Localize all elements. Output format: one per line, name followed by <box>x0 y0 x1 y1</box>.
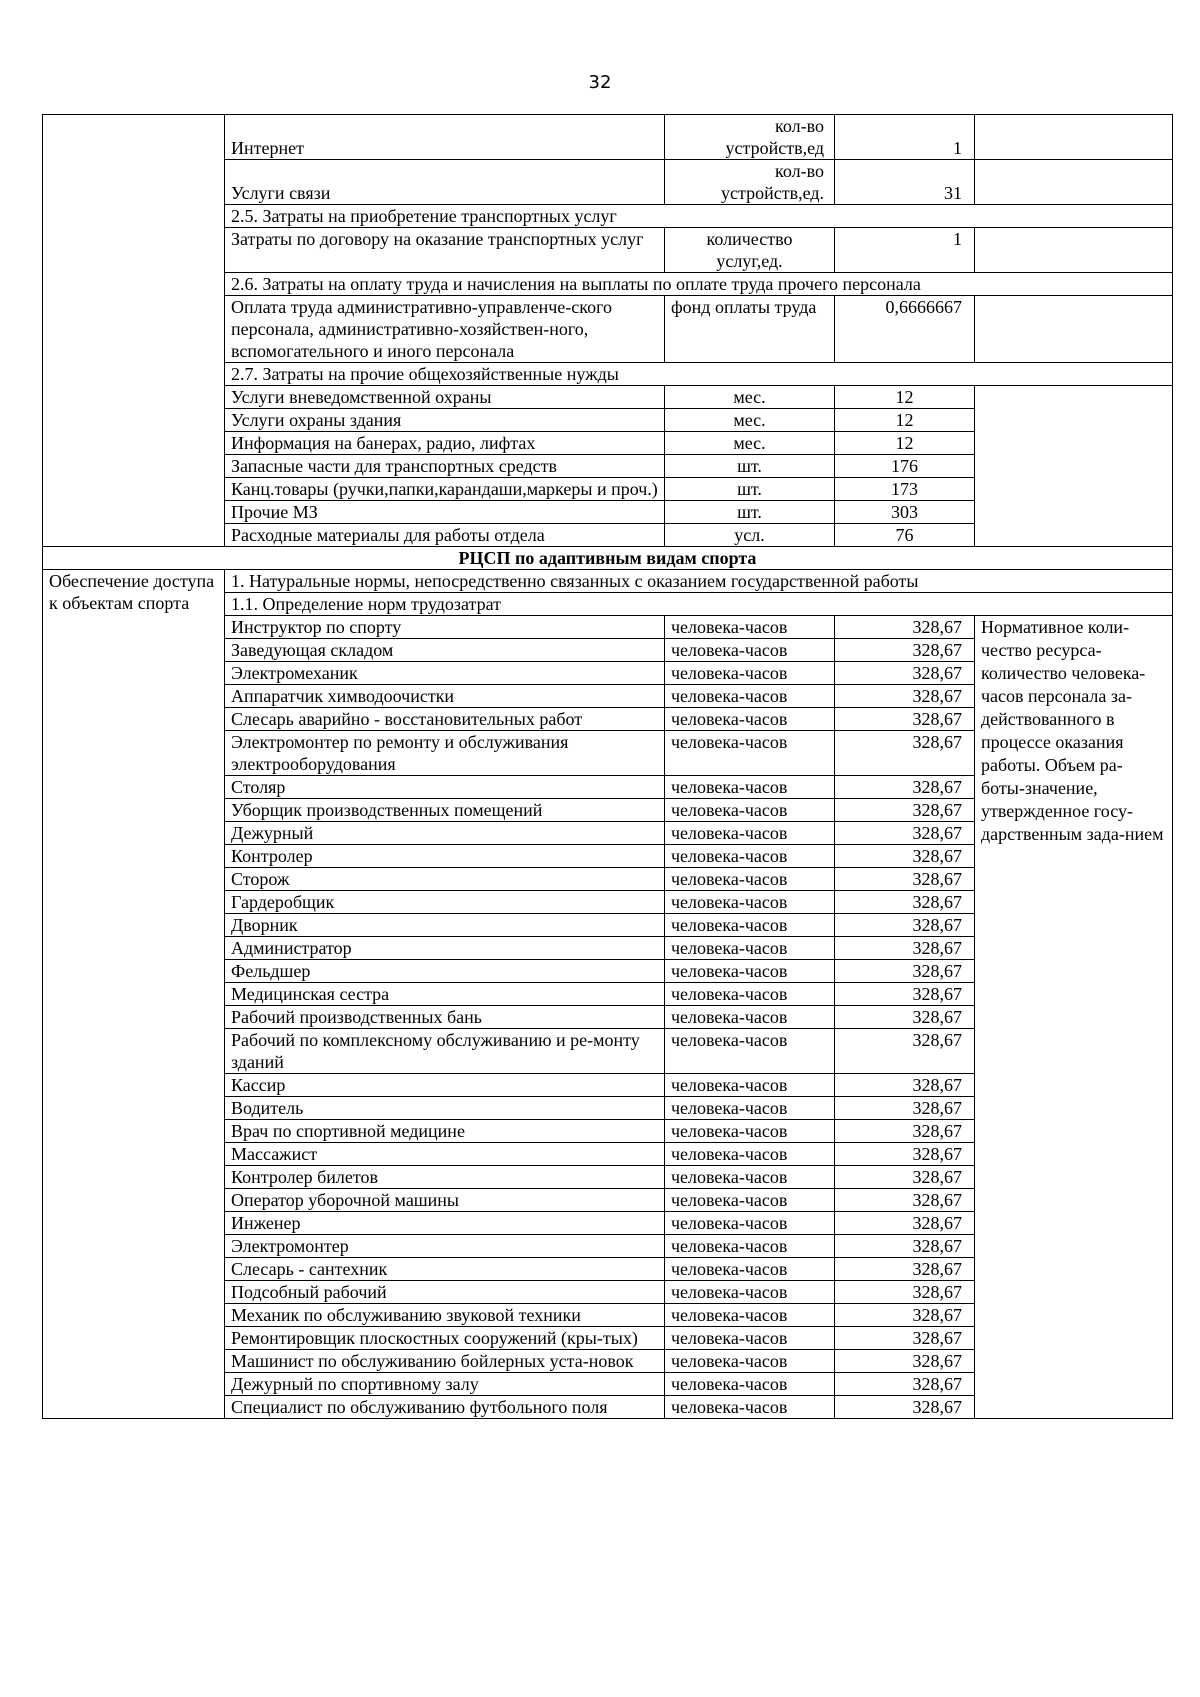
item-value: 328,67 <box>835 868 975 891</box>
item-unit: человека-часов <box>665 1074 835 1097</box>
item-unit: усл. <box>665 524 835 547</box>
page-number: 32 <box>588 72 612 93</box>
item-name: Массажист <box>225 1143 665 1166</box>
item-value: 328,67 <box>835 914 975 937</box>
item-unit: человека-часов <box>665 937 835 960</box>
item-name: Дворник <box>225 914 665 937</box>
empty-left-cell <box>43 115 225 547</box>
item-name: Слесарь аварийно - восстановительных работ <box>225 708 665 731</box>
item-unit: человека-часов <box>665 960 835 983</box>
empty-note-cell <box>975 115 1173 160</box>
section-title: 2.6. Затраты на оплату труда и начисления на выплаты по оплате труда прочего персонала <box>225 273 1173 296</box>
item-value: 303 <box>835 501 975 524</box>
item-name: Оператор уборочной машины <box>225 1189 665 1212</box>
item-unit: количество услуг,ед. <box>665 228 835 273</box>
item-value: 328,67 <box>835 708 975 731</box>
item-unit: человека-часов <box>665 845 835 868</box>
item-value: 328,67 <box>835 1327 975 1350</box>
item-value: 328,67 <box>835 1235 975 1258</box>
item-name: Контролер билетов <box>225 1166 665 1189</box>
item-value: 328,67 <box>835 799 975 822</box>
item-value: 328,67 <box>835 845 975 868</box>
section-title: 2.5. Затраты на приобретение транспортных услуг <box>225 205 1173 228</box>
item-unit: человека-часов <box>665 1396 835 1419</box>
item-unit: мес. <box>665 432 835 455</box>
item-name: Ремонтировщик плоскостных сооружений (кры-тых) <box>225 1327 665 1350</box>
item-name: Кассир <box>225 1074 665 1097</box>
item-unit: шт. <box>665 478 835 501</box>
item-value: 328,67 <box>835 1350 975 1373</box>
section-title: 1. Натуральные нормы, непосредственно связанных с оказанием государственной работы <box>225 570 1173 593</box>
item-value: 1 <box>835 228 975 273</box>
item-name: Дежурный по спортивному залу <box>225 1373 665 1396</box>
item-unit: человека-часов <box>665 1189 835 1212</box>
item-name: Врач по спортивной медицине <box>225 1120 665 1143</box>
item-value: 328,67 <box>835 822 975 845</box>
rcsp-header: РЦСП по адаптивным видам спорта <box>43 547 1173 570</box>
item-value: 0,6666667 <box>835 296 975 363</box>
service-name: Обеспечение доступа к объектам спорта <box>43 570 225 1419</box>
item-unit: человека-часов <box>665 799 835 822</box>
item-value: 328,67 <box>835 1097 975 1120</box>
item-name: Информация на банерах, радио, лифтах <box>225 432 665 455</box>
item-name: Запасные части для транспортных средств <box>225 455 665 478</box>
item-name: Машинист по обслуживанию бойлерных уста-новок <box>225 1350 665 1373</box>
item-name: Слесарь - сантехник <box>225 1258 665 1281</box>
section-title: 1.1. Определение норм трудозатрат <box>225 593 1173 616</box>
item-unit: мес. <box>665 386 835 409</box>
item-unit: человека-часов <box>665 1235 835 1258</box>
item-value: 328,67 <box>835 1120 975 1143</box>
item-value: 328,67 <box>835 1212 975 1235</box>
item-unit: человека-часов <box>665 822 835 845</box>
item-name: Услуги связи <box>225 160 665 205</box>
item-name: Гардеробщик <box>225 891 665 914</box>
item-name: Специалист по обслуживанию футбольного поля <box>225 1396 665 1419</box>
item-name: Сторож <box>225 868 665 891</box>
item-value: 328,67 <box>835 1143 975 1166</box>
item-unit: человека-часов <box>665 662 835 685</box>
item-value: 328,67 <box>835 1304 975 1327</box>
item-name: Интернет <box>225 115 665 160</box>
item-value: 328,67 <box>835 1281 975 1304</box>
item-unit: человека-часов <box>665 983 835 1006</box>
item-name: Рабочий производственных бань <box>225 1006 665 1029</box>
item-value: 12 <box>835 386 975 409</box>
item-unit: человека-часов <box>665 616 835 639</box>
note-cell: Нормативное коли-чество ресурса-количество человека-часов персонала за-действованного в процессе оказания работы. Объем ра-боты-значение, утвержденное госу-дарственным зада-нием <box>975 616 1173 1419</box>
item-unit: человека-часов <box>665 1212 835 1235</box>
norms-table-body <box>43 115 1173 1419</box>
item-value: 12 <box>835 432 975 455</box>
item-unit: человека-часов <box>665 1281 835 1304</box>
item-unit: человека-часов <box>665 891 835 914</box>
item-value: 76 <box>835 524 975 547</box>
item-unit: мес. <box>665 409 835 432</box>
item-name: Уборщик производственных помещений <box>225 799 665 822</box>
item-unit: кол-во устройств,ед <box>665 115 835 160</box>
item-value: 31 <box>835 160 975 205</box>
item-unit: человека-часов <box>665 639 835 662</box>
item-name: Электромеханик <box>225 662 665 685</box>
item-name: Электромонтер по ремонту и обслуживания электрооборудования <box>225 731 665 776</box>
item-unit: фонд оплаты труда <box>665 296 835 363</box>
item-name: Подсобный рабочий <box>225 1281 665 1304</box>
item-name: Механик по обслуживанию звуковой техники <box>225 1304 665 1327</box>
empty-note-cell <box>975 296 1173 363</box>
item-name: Инженер <box>225 1212 665 1235</box>
item-value: 328,67 <box>835 776 975 799</box>
item-value: 176 <box>835 455 975 478</box>
section-header-row <box>43 547 1173 570</box>
item-value: 328,67 <box>835 616 975 639</box>
item-name: Заведующая складом <box>225 639 665 662</box>
item-name: Водитель <box>225 1097 665 1120</box>
item-name: Аппаратчик химводоочистки <box>225 685 665 708</box>
item-value: 328,67 <box>835 731 975 776</box>
item-name: Затраты по договору на оказание транспортных услуг <box>225 228 665 273</box>
item-unit: человека-часов <box>665 1166 835 1189</box>
item-name: Администратор <box>225 937 665 960</box>
item-name: Прочие МЗ <box>225 501 665 524</box>
item-value: 1 <box>835 115 975 160</box>
item-value: 328,67 <box>835 685 975 708</box>
item-unit: человека-часов <box>665 914 835 937</box>
item-unit: шт. <box>665 455 835 478</box>
item-name: Расходные материалы для работы отдела <box>225 524 665 547</box>
item-value: 328,67 <box>835 1396 975 1419</box>
item-value: 12 <box>835 409 975 432</box>
section-title: 2.7. Затраты на прочие общехозяйственные нужды <box>225 363 1173 386</box>
item-name: Контролер <box>225 845 665 868</box>
item-value: 328,67 <box>835 1189 975 1212</box>
item-value: 328,67 <box>835 639 975 662</box>
item-unit: человека-часов <box>665 1373 835 1396</box>
item-unit: человека-часов <box>665 708 835 731</box>
item-unit: человека-часов <box>665 731 835 776</box>
item-name: Электромонтер <box>225 1235 665 1258</box>
item-value: 328,67 <box>835 960 975 983</box>
item-value: 328,67 <box>835 1166 975 1189</box>
item-unit: кол-во устройств,ед. <box>665 160 835 205</box>
item-unit: человека-часов <box>665 1029 835 1074</box>
empty-note-cell <box>975 386 1173 547</box>
item-name: Медицинская сестра <box>225 983 665 1006</box>
item-unit: человека-часов <box>665 868 835 891</box>
item-value: 328,67 <box>835 983 975 1006</box>
item-name: Услуги вневедомственной охраны <box>225 386 665 409</box>
item-name: Столяр <box>225 776 665 799</box>
item-unit: человека-часов <box>665 1006 835 1029</box>
item-value: 328,67 <box>835 1074 975 1097</box>
item-unit: человека-часов <box>665 1120 835 1143</box>
item-name: Рабочий по комплексному обслуживанию и ре-монту зданий <box>225 1029 665 1074</box>
item-unit: человека-часов <box>665 1350 835 1373</box>
item-value: 328,67 <box>835 662 975 685</box>
empty-note-cell <box>975 228 1173 273</box>
item-name: Канц.товары (ручки,папки,карандаши,маркеры и проч.) <box>225 478 665 501</box>
item-unit: человека-часов <box>665 1304 835 1327</box>
item-value: 328,67 <box>835 1006 975 1029</box>
item-value: 328,67 <box>835 1373 975 1396</box>
item-unit: шт. <box>665 501 835 524</box>
item-name: Фельдшер <box>225 960 665 983</box>
norms-table <box>42 114 1173 1419</box>
item-unit: человека-часов <box>665 1327 835 1350</box>
item-unit: человека-часов <box>665 1143 835 1166</box>
item-name: Услуги охраны здания <box>225 409 665 432</box>
item-name: Инструктор по спорту <box>225 616 665 639</box>
item-value: 328,67 <box>835 937 975 960</box>
item-unit: человека-часов <box>665 1097 835 1120</box>
item-unit: человека-часов <box>665 1258 835 1281</box>
item-unit: человека-часов <box>665 776 835 799</box>
item-name: Оплата труда административно-управленче-ского персонала, административно-хозяйствен-ного, вспомогательного и иного персонала <box>225 296 665 363</box>
item-value: 328,67 <box>835 1258 975 1281</box>
empty-note-cell <box>975 160 1173 205</box>
item-value: 328,67 <box>835 891 975 914</box>
item-name: Дежурный <box>225 822 665 845</box>
table-row <box>43 115 1173 160</box>
item-value: 328,67 <box>835 1029 975 1074</box>
section-row <box>43 570 1173 593</box>
item-unit: человека-часов <box>665 685 835 708</box>
item-value: 173 <box>835 478 975 501</box>
